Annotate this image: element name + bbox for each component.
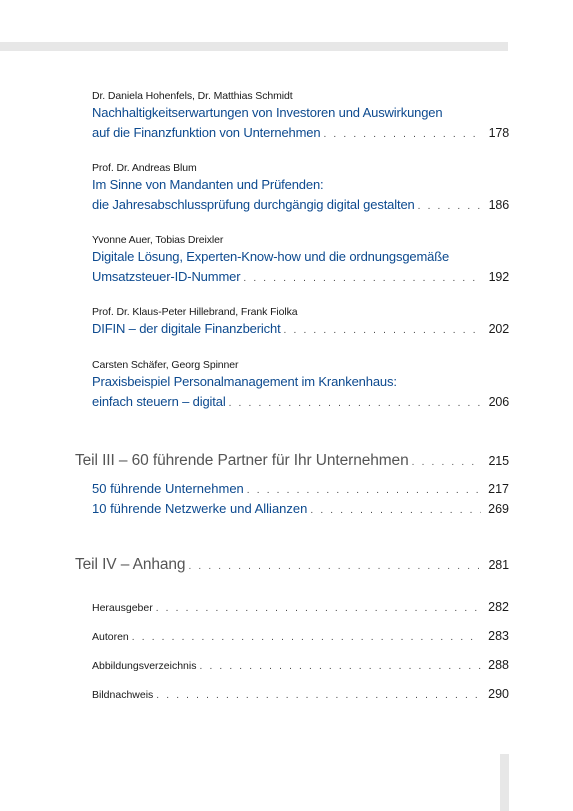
page-number: 192 [488,270,509,284]
entry-title-text: DIFIN – der digitale Finanzbericht [92,321,281,336]
page-number: 202 [488,322,509,336]
entry-authors: Dr. Daniela Hohenfels, Dr. Matthias Schmidt [92,90,293,102]
toc-item-bildnachweis[interactable] [92,687,509,701]
toc-part-3-heading[interactable] [75,450,509,474]
top-decorative-bar [0,42,508,51]
entry-title-text: Umsatzsteuer-ID-Nummer [92,269,241,284]
toc-item-abbildungsverzeichnis[interactable] [92,658,509,672]
leader-dots [310,505,481,516]
toc-item-10-netzwerke[interactable] [92,499,509,519]
leader-dots [243,269,481,289]
entry-title-last-line [92,392,509,414]
entry-title-last-line [92,319,509,341]
entry-authors: Yvonne Auer, Tobias Dreixler [92,234,224,246]
page-number: 282 [488,600,509,614]
entry-authors: Prof. Dr. Klaus-Peter Hillebrand, Frank Fiolka [92,306,298,318]
page-number: 269 [488,502,509,516]
page-number: 288 [488,658,509,672]
item-label: Bildnachweis [92,689,154,701]
item-label: 10 führende Netzwerke und Allianzen [92,501,308,516]
part-title: Teil IV – Anhang [75,556,186,573]
page-number: 186 [488,198,509,212]
entry-title-last-line [92,195,509,217]
leader-dots [247,485,481,496]
leader-dots [156,603,481,614]
entry-authors: Prof. Dr. Andreas Blum [92,162,197,174]
item-label: Abbildungsverzeichnis [92,660,197,672]
page-number: 206 [488,395,509,409]
leader-dots [132,632,481,643]
toc-item-autoren[interactable] [92,629,509,643]
toc-entry-hillebrand[interactable] [92,305,509,341]
toc-entry-schaefer[interactable] [92,358,509,414]
page-number: 215 [488,454,509,468]
leader-dots [412,452,481,474]
leader-dots [199,661,481,672]
toc-entry-blum[interactable] [92,161,509,217]
entry-title-line: Praxisbeispiel Personalmanagement im Krankenhaus: [92,374,397,389]
leader-dots [229,394,481,414]
leader-dots [323,125,481,145]
entry-title-line: Nachhaltigkeitserwartungen von Investoren und Auswirkungen [92,105,443,120]
page-number: 281 [488,558,509,572]
leader-dots [188,556,481,578]
toc-entry-hohenfels[interactable] [92,89,509,145]
entry-title-last-line [92,267,509,289]
page-number: 290 [488,687,509,701]
page-number: 283 [488,629,509,643]
page-number: 178 [488,126,509,140]
page-number: 217 [488,482,509,496]
bottom-right-decorative-bar [500,754,509,811]
entry-title-line: Digitale Lösung, Experten-Know-how und die ordnungsgemäße [92,249,450,264]
leader-dots [284,321,481,341]
toc-part-4-heading[interactable] [75,554,509,578]
toc-item-herausgeber[interactable] [92,600,509,614]
item-label: Herausgeber [92,602,153,614]
entry-title-text: einfach steuern – digital [92,394,226,409]
entry-title-text: auf die Finanzfunktion von Unternehmen [92,125,321,140]
leader-dots [156,690,481,701]
leader-dots [418,197,481,217]
toc-entry-auer[interactable] [92,233,509,289]
toc-item-50-unternehmen[interactable] [92,479,509,499]
entry-title-last-line [92,123,509,145]
entry-title-line: Im Sinne von Mandanten und Prüfenden: [92,177,324,192]
part-title: Teil III – 60 führende Partner für Ihr Unternehmen [75,452,409,469]
item-label: Autoren [92,631,129,643]
item-label: 50 führende Unternehmen [92,481,244,496]
entry-authors: Carsten Schäfer, Georg Spinner [92,359,239,371]
entry-title-text: die Jahresabschlussprüfung durchgängig digital gestalten [92,197,415,212]
